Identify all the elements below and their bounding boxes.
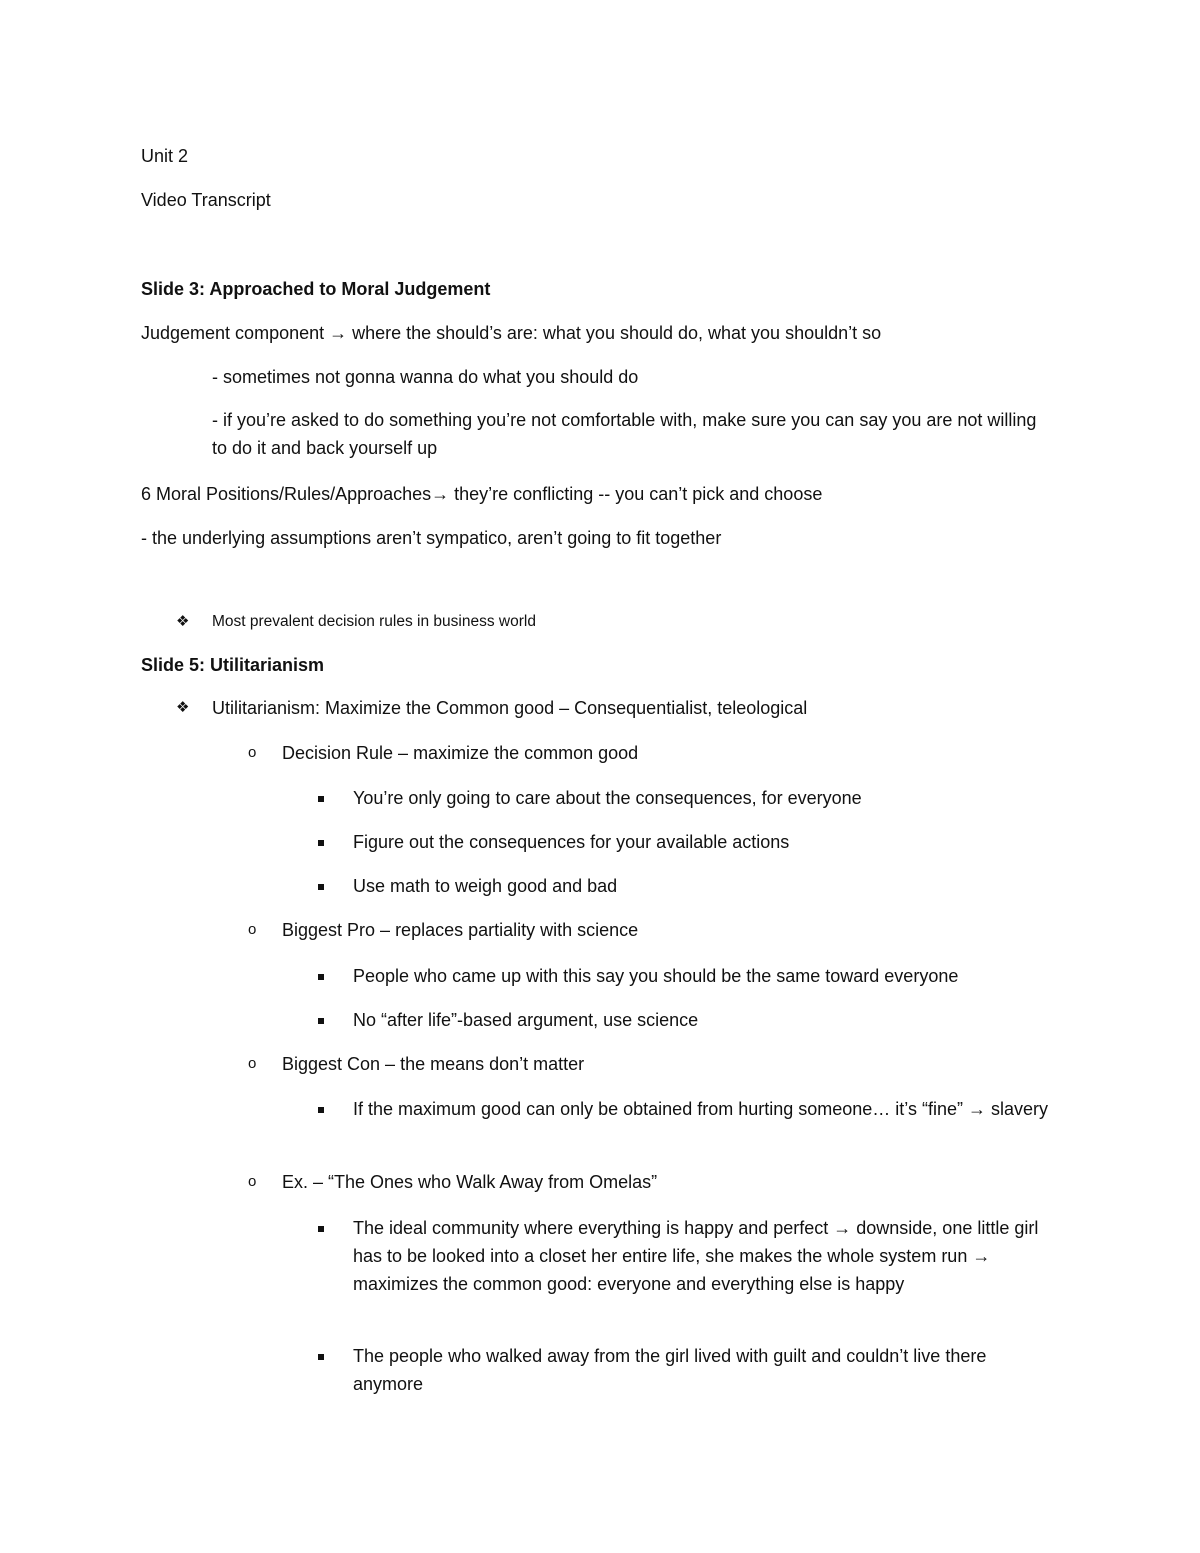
sub-bullet: People who came up with this say you should be the same toward everyone (353, 966, 959, 986)
square-bullet-icon (318, 962, 324, 990)
square-bullet-icon (318, 1095, 324, 1123)
sub-bullet: The ideal community where everything is happy and perfect → downside, one little girl has to be looked into a closet her entire life, she makes the whole system run → maximizes the common good: everyone and everything else is happy (353, 1218, 1039, 1294)
dash-item: - if you’re asked to do something you’re not comfortable with, make sure you can say you are not willing to do it and back yourself up (212, 410, 1037, 458)
square-bullet-icon (318, 784, 324, 812)
utilitarianism-bullet: Utilitarianism: Maximize the Common good – Consequentialist, teleological (212, 698, 808, 718)
unit-title: Unit 2 (141, 146, 189, 166)
square-bullet-icon (318, 828, 324, 856)
diamond-bullet-icon: ❖ (176, 613, 190, 630)
slide3-heading: Slide 3: Approached to Moral Judgement (141, 279, 491, 299)
biggest-pro: Biggest Pro – replaces partiality with science (282, 920, 639, 940)
circle-bullet-icon: o (248, 921, 257, 938)
assumptions-line: - the underlying assumptions aren’t sympatico, aren’t going to fit together (141, 528, 722, 548)
positions-line: 6 Moral Positions/Rules/Approaches→ they’re conflicting -- you can’t pick and choose (141, 484, 823, 504)
sub-bullet: Figure out the consequences for your available actions (353, 832, 790, 852)
sub-bullet: If the maximum good can only be obtained from hurting someone… it’s “fine” → slavery (353, 1099, 1048, 1119)
sub-bullet: The people who walked away from the girl lived with guilt and couldn’t live there anymore (353, 1346, 987, 1394)
example-heading: Ex. – “The Ones who Walk Away from Omelas” (282, 1172, 658, 1192)
decision-rule: Decision Rule – maximize the common good (282, 743, 639, 763)
judgement-line: Judgement component → where the should’s are: what you should do, what you shouldn’t so (141, 323, 882, 343)
diamond-bullet-icon: ❖ (176, 699, 190, 716)
sub-bullet: Use math to weigh good and bad (353, 876, 618, 896)
prevalent-note: Most prevalent decision rules in business world (212, 613, 536, 630)
square-bullet-icon (318, 1342, 324, 1370)
sub-bullet: No “after life”-based argument, use science (353, 1010, 699, 1030)
biggest-con: Biggest Con – the means don’t matter (282, 1054, 585, 1074)
circle-bullet-icon: o (248, 1173, 257, 1190)
sub-bullet: You’re only going to care about the consequences, for everyone (353, 788, 862, 808)
slide5-heading: Slide 5: Utilitarianism (141, 655, 325, 675)
dash-item: - sometimes not gonna wanna do what you should do (212, 367, 639, 387)
square-bullet-icon (318, 872, 324, 900)
document-subtitle: Video Transcript (141, 190, 271, 210)
circle-bullet-icon: o (248, 1055, 257, 1072)
circle-bullet-icon: o (248, 744, 257, 761)
square-bullet-icon (318, 1006, 324, 1034)
square-bullet-icon (318, 1214, 324, 1242)
